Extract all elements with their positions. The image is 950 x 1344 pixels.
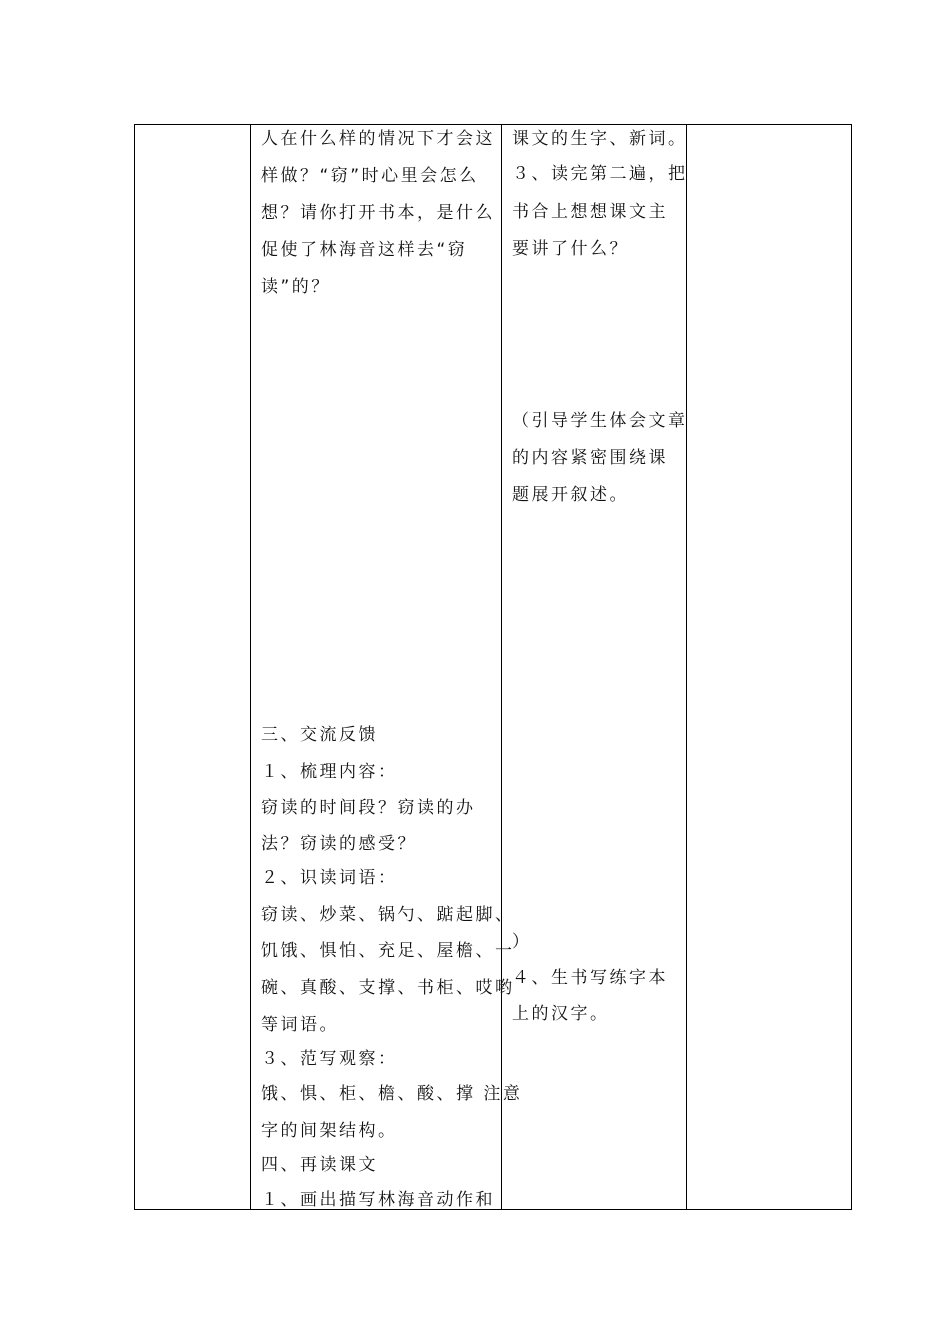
text-line: 字的间架结构。: [261, 1121, 398, 1141]
text-line: 书合上想想课文主: [512, 202, 668, 222]
text-line: 想？请你打开书本，是什么: [261, 203, 495, 223]
text-line: 题展开叙述。: [512, 485, 629, 505]
text-line: 课文的生字、新词。: [512, 129, 688, 149]
text-line: ３、读完第二遍，把: [512, 164, 688, 184]
text-line: 饿、惧、柜、檐、酸、撑 注意: [261, 1084, 523, 1104]
text-line: 要讲了什么？: [512, 239, 629, 259]
text-line: 上的汉字。: [512, 1004, 610, 1024]
lesson-plan-table: [134, 124, 852, 1210]
text-line: （引导学生体会文章: [512, 411, 688, 431]
column-divider: [501, 125, 502, 1209]
section-heading: 三、交流反馈: [261, 725, 378, 745]
text-line: ４、生书写练字本: [512, 968, 668, 988]
text-line: 的内容紧密围绕课: [512, 448, 668, 468]
text-line: 法？窃读的感受？: [261, 834, 417, 854]
empty-right-cell: [686, 125, 853, 1209]
section-heading: 四、再读课文: [261, 1155, 378, 1175]
text-line: 促使了林海音这样去“窃: [261, 240, 468, 260]
text-line: 等词语。: [261, 1015, 339, 1035]
empty-left-cell: [135, 125, 250, 1209]
text-line: 人在什么样的情况下才会这: [261, 129, 495, 149]
text-line: 样做？“窃”时心里会怎么: [261, 166, 479, 186]
text-line: １、梳理内容：: [261, 762, 398, 782]
text-line: 读”的？: [261, 277, 331, 297]
text-line: 饥饿、惧怕、充足、屋檐、一: [261, 941, 515, 961]
text-line: ２、识读词语：: [261, 868, 398, 888]
text-line: 碗、真酸、支撑、书柜、哎哟: [261, 978, 515, 998]
text-line: 窃读的时间段？窃读的办: [261, 798, 476, 818]
text-line: 窃读、炒菜、锅勺、踮起脚、: [261, 905, 515, 925]
column-divider: [250, 125, 251, 1209]
text-line: ）: [512, 932, 532, 952]
text-line: ３、范写观察：: [261, 1049, 398, 1069]
text-line: １、画出描写林海音动作和: [261, 1190, 495, 1210]
